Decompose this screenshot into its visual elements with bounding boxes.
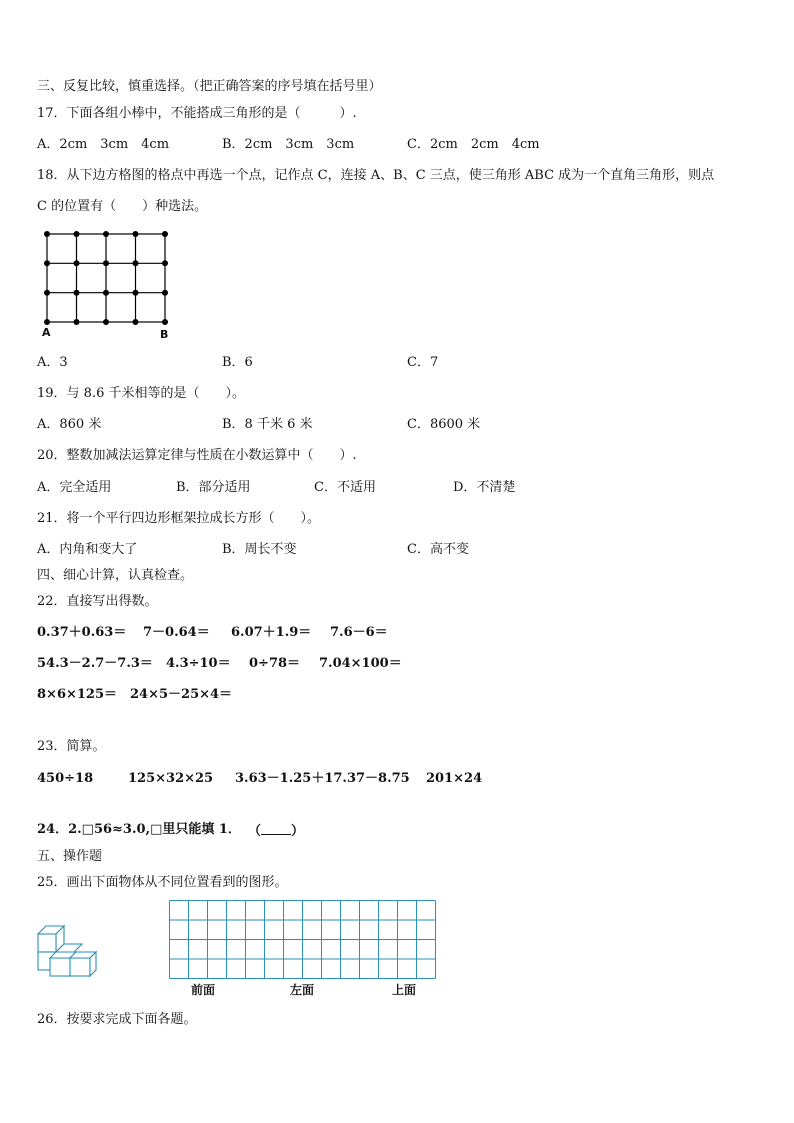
q17-stem: 17．下面各组小棒中，不能搭成三角形的是（ ）. — [37, 106, 357, 121]
cube-stack-figure — [36, 922, 98, 978]
section-3-title: 三、反复比较，慎重选择。（把正确答案的序号填在括号里） — [37, 79, 382, 94]
section-5-title: 五、操作题 — [37, 849, 103, 864]
q23-item-3: 3.63－1.25＋17.37－8.75 — [235, 771, 410, 786]
q23-item-2: 125×32×25 — [128, 771, 214, 786]
q21-option-c[interactable]: C．高不变 — [407, 542, 469, 557]
q19-option-a[interactable]: A．860 米 — [37, 417, 102, 432]
q22-r1-c2: 7－0.64＝ — [143, 625, 210, 640]
q23-item-1: 450÷18 — [37, 771, 94, 786]
point-a-label: A — [42, 326, 51, 339]
q19-option-b[interactable]: B．8 千米 6 米 — [222, 417, 313, 432]
q18-stem-line1: 18．从下边方格图的格点中再选一个点，记作点 C，连接 A、B、C 三点，使三角形 ABC 成为一个直角三角形，则点 — [37, 168, 715, 183]
q24-blank-line[interactable] — [261, 822, 291, 835]
q25-stem: 25．画出下面物体从不同位置看到的图形。 — [37, 875, 288, 890]
q22-r2-c2: 4.3÷10＝ — [166, 656, 231, 671]
q18-option-c[interactable]: C．7 — [407, 355, 439, 370]
q22-r2-c3: 0÷78＝ — [249, 656, 301, 671]
q20-option-a[interactable]: A．完全适用 — [37, 480, 112, 495]
q18-option-b[interactable]: B．6 — [222, 355, 253, 370]
q24-paren-open: （ — [248, 824, 262, 839]
q18-stem-line2: C 的位置有（ ）种选法。 — [37, 199, 208, 214]
q20-option-b[interactable]: B．部分适用 — [176, 480, 251, 495]
q21-stem: 21．将一个平行四边形框架拉成长方形（ ）。 — [37, 511, 321, 526]
q20-stem: 20．整数加减法运算定律与性质在小数运算中（ ）. — [37, 448, 357, 463]
q18-option-a[interactable]: A．3 — [37, 355, 68, 370]
view-drawing-grid[interactable] — [169, 900, 436, 979]
q23-item-4: 201×24 — [426, 771, 483, 786]
q24-paren-close: ） — [291, 824, 305, 839]
q22-r1-c1: 0.37＋0.63＝ — [37, 625, 127, 640]
q22-r1-c3: 6.07＋1.9＝ — [231, 625, 312, 640]
q22-r3-c1: 8×6×125＝ — [37, 687, 118, 702]
q20-option-c[interactable]: C．不适用 — [314, 480, 376, 495]
q22-r2-c4: 7.04×100＝ — [319, 656, 402, 671]
q17-option-a[interactable]: A．2cm 3cm 4cm — [37, 137, 170, 152]
q17-option-b[interactable]: B．2cm 3cm 3cm — [222, 137, 355, 152]
q22-r1-c4: 7.6－6＝ — [330, 625, 388, 640]
q19-stem: 19．与 8.6 千米相等的是（ ）。 — [37, 386, 245, 401]
q24-answer-blank[interactable] — [248, 822, 304, 840]
view-label-front: 前面 — [191, 983, 216, 997]
q21-option-b[interactable]: B．周长不变 — [222, 542, 297, 557]
point-b-label: B — [160, 328, 169, 341]
q21-option-a[interactable]: A．内角和变大了 — [37, 542, 138, 557]
q17-option-c[interactable]: C．2cm 2cm 4cm — [407, 137, 540, 152]
view-label-left: 左面 — [290, 983, 315, 997]
q23-stem: 23．简算。 — [37, 739, 106, 754]
view-label-top: 上面 — [392, 983, 417, 997]
q19-option-c[interactable]: C．8600 米 — [407, 417, 481, 432]
section-4-title: 四、细心计算，认真检查。 — [37, 568, 194, 583]
q22-r3-c2: 24×5－25×4＝ — [130, 687, 233, 702]
q22-stem: 22．直接写出得数。 — [37, 594, 158, 609]
q20-option-d[interactable]: D．不清楚 — [453, 480, 516, 495]
q22-r2-c1: 54.3－2.7－7.3＝ — [37, 656, 153, 671]
q24-stem: 24．2.□56≈3.0,□里只能填 1． — [37, 822, 241, 837]
q18-dot-grid — [38, 228, 178, 343]
q26-stem: 26．按要求完成下面各题。 — [37, 1012, 197, 1027]
